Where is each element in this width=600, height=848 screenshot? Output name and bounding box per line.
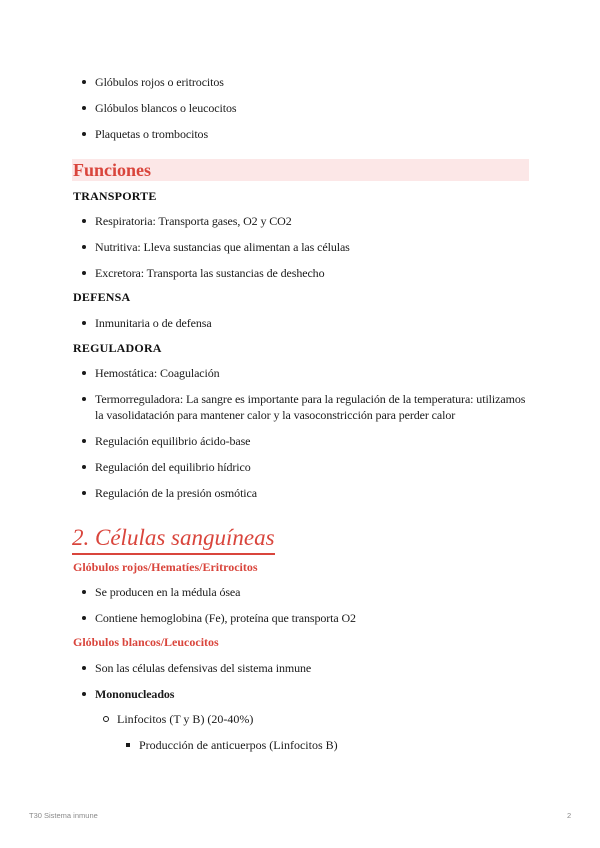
footer-page-number: 2 bbox=[567, 811, 572, 820]
linfocitos-sublist bbox=[117, 737, 537, 753]
list-item: Regulación de la presión osmótica bbox=[73, 485, 535, 501]
subheading-transporte: TRANSPORTE bbox=[73, 189, 157, 203]
list-item: Regulación equilibrio ácido-base bbox=[73, 433, 535, 449]
list-item: Respiratoria: Transporta gases, O2 y CO2 bbox=[73, 213, 533, 229]
subheading-reguladora: REGULADORA bbox=[73, 341, 162, 355]
globulos-rojos-list bbox=[73, 584, 533, 636]
list-item: Nutritiva: Lleva sustancias que alimentan a las células bbox=[73, 239, 533, 255]
list-item: Son las células defensivas del sistema inmune bbox=[73, 660, 533, 676]
section-title-funciones: Funciones bbox=[72, 159, 529, 181]
list-item: Linfocitos (T y B) (20-40%) bbox=[95, 711, 535, 727]
transporte-list bbox=[73, 213, 533, 291]
footer-doc-name: T30 Sistema inmune bbox=[29, 811, 98, 820]
blood-components-list bbox=[73, 74, 533, 152]
list-item: Glóbulos blancos o leucocitos bbox=[73, 100, 533, 116]
list-item: Se producen en la médula ósea bbox=[73, 584, 533, 600]
globulos-blancos-list bbox=[73, 660, 533, 712]
list-item: Excretora: Transporta las sustancias de deshecho bbox=[73, 265, 533, 281]
defensa-list bbox=[73, 315, 533, 341]
mononucleados-sublist bbox=[95, 711, 535, 727]
list-item: Contiene hemoglobina (Fe), proteína que transporta O2 bbox=[73, 610, 533, 626]
section-title-celulas: 2. Células sanguíneas bbox=[72, 524, 275, 555]
list-item: Regulación del equilibrio hídrico bbox=[73, 459, 535, 475]
list-item: Mononucleados bbox=[73, 686, 533, 702]
list-item: Producción de anticuerpos (Linfocitos B) bbox=[117, 737, 537, 753]
subheading-globulos-rojos: Glóbulos rojos/Hematíes/Eritrocitos bbox=[73, 560, 258, 574]
list-item: Plaquetas o trombocitos bbox=[73, 126, 533, 142]
list-item: Termorreguladora: La sangre es importante para la regulación de la temperatura: utilizamos la vasolidatación para mantener calor y la vasoconstricción para perder calor bbox=[73, 391, 535, 423]
list-item: Inmunitaria o de defensa bbox=[73, 315, 533, 331]
reguladora-list bbox=[73, 365, 535, 511]
list-item: Glóbulos rojos o eritrocitos bbox=[73, 74, 533, 90]
subheading-globulos-blancos: Glóbulos blancos/Leucocitos bbox=[73, 635, 219, 649]
list-item: Hemostática: Coagulación bbox=[73, 365, 535, 381]
subheading-defensa: DEFENSA bbox=[73, 290, 131, 304]
